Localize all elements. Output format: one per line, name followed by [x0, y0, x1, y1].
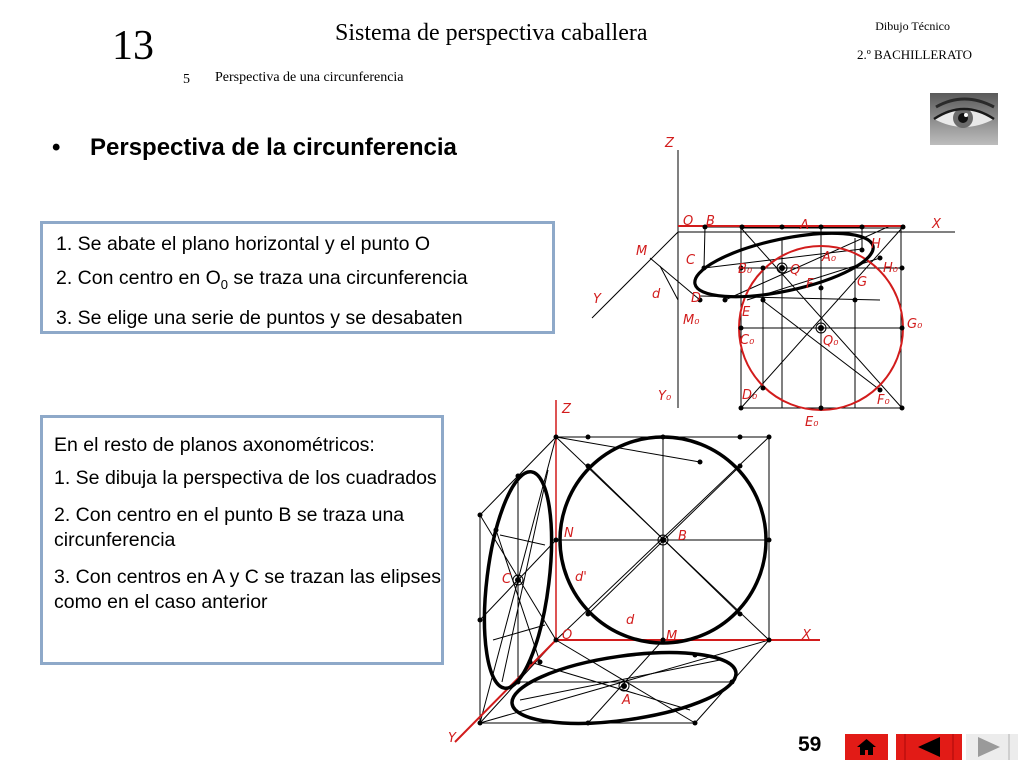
fig2-label-y: Y [448, 731, 456, 746]
bullet: • [52, 134, 61, 161]
step-3: 3. Con centros en A y C se trazan las elipses como en el caso anterior [54, 566, 441, 613]
page-number: 59 [798, 733, 822, 756]
fig1-label-h0: H₀ [883, 261, 898, 276]
fig1-label-d-lower: d [652, 287, 661, 302]
fig1-label-y0: Y₀ [658, 389, 672, 404]
step-1: 1. Se dibuja la perspectiva de los cuadrados [54, 467, 437, 489]
fig1-label-x: X [932, 217, 941, 232]
fig1-label-h: H [871, 237, 881, 252]
fig2-label-a: A [622, 693, 631, 708]
fig2-label-o: O [562, 628, 573, 643]
home-icon [845, 734, 888, 760]
fig1-label-b: B [706, 214, 715, 229]
fig1-label-y: Y [593, 292, 601, 307]
fig2-label-m: M [666, 629, 678, 644]
arrow-left-icon [896, 734, 962, 760]
page-title: Sistema de perspectiva caballera [335, 20, 648, 46]
section-title: Perspectiva de una circunferencia [215, 70, 404, 85]
course-label: 2.º BACHILLERATO [856, 47, 972, 62]
fig1-label-z: Z [665, 136, 674, 151]
fig2-label-b: B [678, 529, 687, 544]
fig1-label-e: E [742, 305, 751, 320]
fig1-label-d0: D₀ [742, 388, 758, 403]
fig1-label-g: G [857, 275, 868, 290]
step-2-subscript: 0 [220, 276, 228, 292]
step-1: 1. Se abate el plano horizontal y el punto O [56, 233, 431, 255]
unit-number: 13 [112, 23, 154, 69]
step-2-text: 2. Con centro en O [56, 267, 221, 289]
fig2-label-x: X [802, 628, 811, 643]
fig2-label-c: C [502, 572, 512, 587]
fig1-label-f0: F₀ [877, 393, 890, 408]
fig1-label-q0: Q₀ [823, 334, 839, 349]
fig1-label-e0: E₀ [805, 415, 819, 430]
step-2: 2. Con centro en el punto B se traza una circunferencia [54, 504, 405, 551]
fig1-label-f: F [806, 277, 814, 292]
home-button[interactable] [845, 734, 888, 760]
fig1-label-c: C [686, 253, 696, 268]
fig1-label-m: M [636, 244, 648, 259]
fig1-label-b0: B₀ [738, 262, 753, 277]
fig1-label-d: D [691, 291, 702, 306]
fig1-label-a0: A₀ [822, 250, 837, 265]
fig1-label-g0: G₀ [907, 317, 923, 332]
box-intro: En el resto de planos axonométricos: [54, 434, 375, 456]
section-number: 5 [183, 72, 190, 87]
step-2-text-rest: se traza una circunferencia [228, 267, 468, 289]
fig2-label-n: N [564, 526, 574, 541]
fig1-label-a: A [800, 218, 809, 233]
fig1-label-o: O [683, 214, 694, 229]
heading-text: Perspectiva de la circunferencia [90, 134, 457, 161]
fig2-label-z: Z [562, 402, 571, 417]
fig1-label-c0: C₀ [740, 333, 755, 348]
next-slide-button[interactable] [966, 734, 1018, 760]
fig2-label-d: d [626, 613, 635, 628]
fig2-label-d-prime: d' [575, 570, 587, 585]
subject-label: Dibujo Técnico [875, 19, 950, 33]
previous-slide-button[interactable] [896, 734, 962, 760]
step-3: 3. Se elige una serie de puntos y se desabaten [56, 306, 463, 329]
arrow-right-icon [966, 734, 1018, 760]
fig1-label-m0: M₀ [683, 313, 700, 328]
fig1-label-q: Q [790, 263, 801, 278]
